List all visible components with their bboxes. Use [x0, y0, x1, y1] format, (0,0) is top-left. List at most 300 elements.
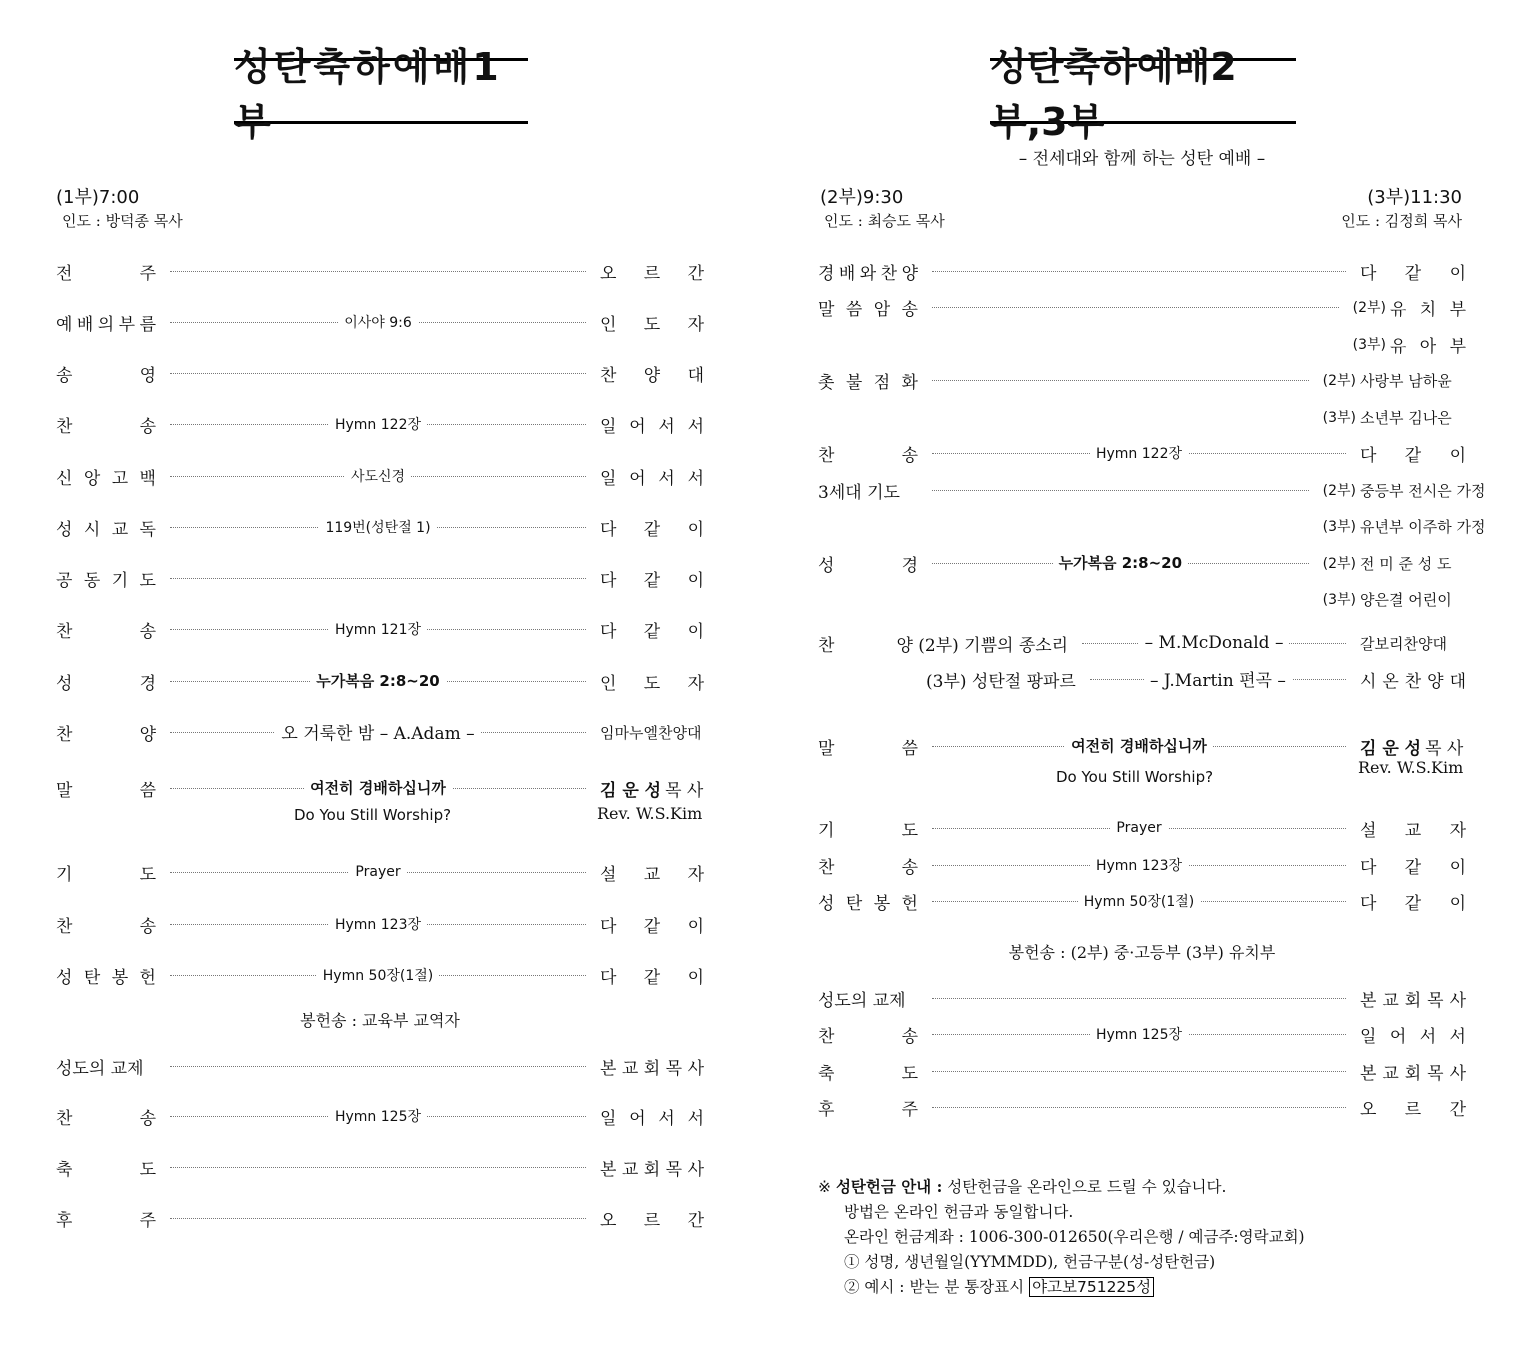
performer-char: 같 [643, 621, 661, 642]
performer-char: 온 [1382, 671, 1399, 692]
program-item-detail: 여전히 경배하십니까 [304, 777, 452, 798]
label-char: 촛 [818, 372, 835, 393]
program-item-performer [1360, 441, 1466, 466]
performer-char: 어 [629, 468, 646, 489]
program-item-detail: 이사야 9:6 [338, 312, 418, 332]
program-item-performer [600, 1155, 704, 1180]
performer-char: 본 [600, 1058, 617, 1079]
performer-char: 유 [1390, 336, 1407, 357]
leader-dots [170, 672, 586, 690]
performer-char: 서 [687, 1108, 704, 1129]
offering-song: 봉헌송 : 교육부 교역자 [300, 1011, 460, 1030]
label-char: 찬 [56, 916, 73, 937]
label-char: 송 [901, 857, 918, 878]
program-item-performer [600, 860, 704, 885]
performer-char: 다 [600, 570, 617, 591]
program-item-detail: – J.Martin 편곡 – [1144, 666, 1292, 691]
label-char: 앙 [83, 468, 101, 489]
label-char: 기 [818, 820, 835, 841]
notice-line-3: 온라인 헌금계좌 : 1006-300-012650(우리은행 / 예금주:영락교회) [844, 1228, 1305, 1246]
label-char: 부 [118, 314, 136, 335]
performer-char: 시 [1360, 671, 1377, 692]
performer-char: 찬 [600, 365, 617, 386]
performer-char: 본 [600, 1159, 617, 1180]
program-item-label [56, 617, 156, 642]
performer-char: 간 [687, 263, 704, 284]
performer-char: 이 [687, 967, 704, 988]
leader-dots [170, 724, 586, 744]
program-item-performer [1360, 816, 1466, 841]
performer-char: 목 [665, 1159, 683, 1180]
performer-char: 다 [1360, 857, 1377, 878]
program-item-detail: Hymn 125장 [329, 1106, 427, 1126]
program-item-performer [1360, 1095, 1466, 1120]
label-char: 신 [56, 468, 73, 489]
notice-line-5: ② 예시 : 받는 분 통장표시 [844, 1278, 1025, 1296]
program-item-label [818, 1059, 918, 1084]
program-item-performer [600, 412, 704, 437]
program-item-performer [600, 1206, 704, 1231]
program-item-performer [1360, 589, 1466, 610]
leader-dots [170, 468, 586, 485]
performer-text: 유년부 이주하 가정 [1360, 517, 1486, 536]
program-item-label [56, 776, 156, 801]
label-char: 성도의 교제 [818, 990, 906, 1011]
label-char: 송 [56, 365, 73, 386]
program-row [56, 309, 704, 335]
label-char: 양 [139, 724, 156, 745]
performer-char: 르 [1404, 1099, 1422, 1120]
program-row [818, 1021, 1466, 1047]
program-item-detail: Hymn 122장 [329, 414, 427, 434]
performer-char: 양 [1427, 671, 1444, 692]
label-char: (3부) 성탄절 팡파르 [926, 671, 1076, 692]
performer-char: 사 [1449, 990, 1466, 1011]
performer-char: 어 [629, 1108, 646, 1129]
leader-dots [932, 380, 1309, 381]
performer-char: 인 [600, 673, 617, 694]
performer-char: 자 [687, 864, 704, 885]
label-char: 봉 [111, 967, 129, 988]
leader-dots [170, 621, 586, 638]
performer-char: 같 [643, 570, 661, 591]
label-char: 찬 [818, 445, 835, 466]
performer-char: 본 [1360, 990, 1377, 1011]
program-item-detail: Hymn 122장 [1090, 443, 1188, 463]
program-item-performer [600, 361, 704, 386]
leader-dots [170, 373, 586, 374]
performer-char: 르 [643, 263, 661, 284]
performer-char: 다 [600, 967, 617, 988]
leader-dots [1082, 632, 1346, 653]
program-item-label [56, 259, 156, 284]
program-row [56, 911, 704, 937]
label-char: 송 [139, 621, 156, 642]
notice-line-1: 성탄헌금을 온라인으로 드릴 수 있습니다. [947, 1178, 1227, 1196]
program-item-detail: – M.McDonald – [1139, 633, 1290, 653]
program-item-label [818, 551, 918, 576]
service-3-time: (3부)11:30 [1367, 187, 1462, 208]
performer-char: 자 [687, 314, 704, 335]
program-item-label [56, 1206, 156, 1231]
program-item-performer [1360, 986, 1466, 1011]
label-char: 성 [818, 555, 835, 576]
performer-char: 부 [1449, 336, 1466, 357]
leader-dots [170, 1167, 586, 1168]
performer-char: 이 [687, 570, 704, 591]
label-char: 찬 [818, 857, 835, 878]
leader-dots [170, 779, 586, 797]
leader-dots [932, 857, 1346, 874]
label-char: 씀 [845, 299, 863, 320]
performer-char: 서 [687, 416, 704, 437]
performer-char: 다 [600, 916, 617, 937]
program-row [56, 1205, 704, 1231]
program-item-performer [600, 776, 704, 801]
program-item-performer [1360, 853, 1466, 878]
program-row [56, 668, 704, 694]
service-1-time: (1부)7:00 [56, 187, 140, 208]
performer-char: 다 [1360, 263, 1377, 284]
label-char: 백 [139, 468, 156, 489]
label-char: 씀 [139, 780, 156, 801]
service-part-tag: (2부) [1322, 373, 1356, 389]
performer-char: 이 [1449, 445, 1466, 466]
program-item-label [818, 478, 918, 503]
program-item-label [818, 1022, 918, 1047]
service-part-tag: (3부) [1322, 410, 1356, 426]
performer-char: 같 [643, 519, 661, 540]
performer-char: 서 [658, 1108, 675, 1129]
label-char: 말 [56, 780, 73, 801]
program-item-detail: Prayer [1110, 820, 1167, 836]
performer-char: 사 [687, 1159, 704, 1180]
leader-dots [170, 416, 586, 433]
program-item-detail: 여전히 경배하십니까 [1065, 735, 1213, 756]
label-char: 성 [56, 967, 73, 988]
program-item-performer [600, 617, 704, 642]
program-item-label [818, 889, 918, 914]
service-2-leader: 인도 : 최승도 목사 [824, 212, 945, 230]
program-item-performer [600, 1104, 704, 1129]
program-item-performer [1360, 407, 1466, 428]
leader-dots [1090, 671, 1346, 691]
label-char: 성 [818, 893, 835, 914]
program-item-detail: Hymn 50장(1절) [1078, 891, 1200, 911]
program-row [56, 616, 704, 642]
program-item-performer [1390, 295, 1466, 320]
label-char: 기 [111, 570, 129, 591]
label-char: 성 [56, 519, 73, 540]
program-item-detail: Hymn 123장 [329, 914, 427, 934]
performer-char: 목 [665, 1058, 683, 1079]
program-item-detail: 오 거룩한 밤 – A.Adam – [275, 719, 480, 744]
program-item-performer [1360, 480, 1486, 501]
service-part-tag: (2부) [1322, 483, 1356, 499]
leader-dots [932, 1071, 1346, 1072]
program-item-performer [1360, 633, 1466, 654]
program-row [56, 463, 704, 489]
program-item-detail: Hymn 121장 [329, 619, 427, 639]
label-char: 씀 [901, 738, 918, 759]
service-part-tag: (3부) [1352, 337, 1386, 353]
program-item-label [56, 963, 156, 988]
performer-char: 같 [1404, 445, 1422, 466]
program-item-detail: Prayer [349, 864, 406, 880]
program-item-performer [600, 912, 704, 937]
program-row [818, 586, 1466, 612]
performer-text: 양은결 어린이 [1360, 590, 1452, 609]
program-item-performer [600, 566, 704, 591]
performer-char: 어 [1389, 1026, 1407, 1047]
program-item-performer [600, 464, 704, 489]
performer-char: 이 [687, 621, 704, 642]
performer-text: 사랑부 남하윤 [1360, 371, 1452, 390]
program-row [56, 1154, 704, 1180]
leader-dots [932, 271, 1346, 272]
leader-dots [932, 819, 1346, 836]
label-char: 주 [901, 1099, 918, 1120]
program-row [818, 815, 1466, 841]
leader-dots [932, 1107, 1346, 1108]
performer-char: 찬 [1404, 671, 1422, 692]
performer-char: 서 [1419, 1026, 1437, 1047]
performer-char: 오 [600, 263, 617, 284]
program-item-detail: 119번(성탄절 1) [319, 517, 436, 537]
program-row [56, 411, 704, 437]
performer-char: 다 [1360, 445, 1377, 466]
performer-char: 아 [1419, 336, 1437, 357]
leader-dots [170, 578, 586, 579]
performer-char: 교 [621, 1159, 639, 1180]
label-char: 헌 [901, 893, 918, 914]
program-item-label [56, 566, 156, 591]
performer-char: 오 [1360, 1099, 1377, 1120]
performer-char: 사 [1449, 1063, 1466, 1084]
program-item-performer [1360, 1022, 1466, 1047]
program-item-label [818, 368, 918, 393]
notice-example-box: 야고보751225성 [1029, 1277, 1154, 1297]
label-char: 양 [901, 263, 918, 284]
program-item-label [926, 667, 1076, 692]
label-char: 도 [139, 1159, 156, 1180]
preacher-name-en: Rev. W.S.Kim [597, 804, 703, 823]
performer-char: 르 [643, 1210, 661, 1231]
performer-char: 간 [687, 1210, 704, 1231]
performer-char: 본 [1360, 1063, 1377, 1084]
program-item-performer [1360, 889, 1466, 914]
label-char: 도 [139, 864, 156, 885]
performer-char: 같 [643, 967, 661, 988]
program-row [818, 630, 1466, 656]
label-char: 와 [859, 263, 877, 284]
label-char: 말 [818, 738, 835, 759]
service-2-time: (2부)9:30 [820, 187, 904, 208]
program-row [818, 666, 1466, 692]
service-1-title: 성탄축하예배1부 [234, 58, 528, 124]
performer-char: 회 [1404, 990, 1422, 1011]
label-char: 기 [56, 864, 73, 885]
leader-dots [170, 271, 586, 272]
service-part-tag: (3부) [1322, 519, 1356, 535]
label-char: 탄 [845, 893, 863, 914]
leader-dots [932, 1026, 1346, 1043]
program-item-performer [600, 310, 704, 335]
label-char: 공 [56, 570, 73, 591]
service-part-tag: (2부) [1352, 300, 1386, 316]
program-item-label [818, 295, 918, 320]
program-item-detail: 사도신경 [345, 466, 411, 486]
program-item-detail: Hymn 123장 [1090, 855, 1188, 875]
program-item-label [56, 464, 156, 489]
performer-char: 일 [600, 1108, 617, 1129]
label-char: 송 [901, 299, 918, 320]
offering-notice [818, 1174, 1305, 1300]
program-item-performer [1360, 370, 1466, 391]
program-row [56, 719, 704, 745]
performer-char: 오 [600, 1210, 617, 1231]
performer-char: 교 [643, 864, 661, 885]
program-item-label [56, 412, 156, 437]
label-char: 송 [139, 416, 156, 437]
performer-char: 자 [1449, 820, 1466, 841]
performer-char: 일 [600, 468, 617, 489]
label-char: 주 [139, 1210, 156, 1231]
program-row [818, 258, 1466, 284]
preacher-name-en: Rev. W.S.Kim [1358, 758, 1464, 777]
performer-char: 회 [1404, 1063, 1422, 1084]
label-char: 후 [818, 1099, 835, 1120]
performer-char: 이 [687, 519, 704, 540]
label-char: 말 [818, 299, 835, 320]
program-row [818, 985, 1466, 1011]
leader-dots [932, 445, 1346, 462]
service-2-3-title: 성탄축하예배2부,3부 [990, 58, 1296, 124]
program-item-label [818, 1095, 918, 1120]
sermon-title-en: Do You Still Worship? [1056, 768, 1214, 786]
leader-dots [932, 490, 1309, 491]
program-item-performer [1360, 553, 1466, 574]
program-item-performer [600, 722, 704, 743]
notice-heading: 성탄헌금 안내 : [835, 1177, 943, 1196]
notice-line-4: ① 성명, 생년월일(YYMMDD), 헌금구분(성-성탄헌금) [844, 1253, 1216, 1271]
performer-char: 교 [1404, 820, 1422, 841]
label-char: 경 [139, 673, 156, 694]
label-char: 불 [845, 372, 863, 393]
program-item-detail: 누가복음 2:8~20 [1053, 552, 1189, 573]
leader-dots [170, 1108, 586, 1125]
performer-char: 회 [643, 1159, 661, 1180]
performer-char: 대 [687, 365, 704, 386]
service-part-tag: (3부) [1322, 592, 1356, 608]
program-row [56, 962, 704, 988]
label-char: 찬 [818, 1026, 835, 1047]
performer-char: 도 [643, 314, 661, 335]
service-3-leader: 인도 : 김정희 목사 [1341, 212, 1462, 230]
performer-char: 일 [1360, 1026, 1377, 1047]
program-item-label [56, 860, 156, 885]
leader-dots [932, 554, 1309, 572]
label-char: 후 [56, 1210, 73, 1231]
program-item-performer [1360, 667, 1466, 692]
label-char: 송 [901, 1026, 918, 1047]
program-item-label [818, 259, 918, 284]
performer-char: 다 [600, 621, 617, 642]
leader-dots [932, 307, 1339, 308]
program-item-performer [1390, 332, 1466, 357]
label-char: 도 [901, 1063, 918, 1084]
label-char: 점 [873, 372, 891, 393]
label-char: 암 [873, 299, 891, 320]
program-item-label [818, 816, 918, 841]
label-char: 찬 [56, 416, 73, 437]
preacher-name: 김 운 성 [600, 780, 662, 801]
program-item-label [818, 631, 1068, 656]
label-char: 송 [901, 445, 918, 466]
performer-char: 이 [687, 916, 704, 937]
performer-char: 간 [1449, 1099, 1466, 1120]
preacher-rank: 목 사 [1425, 738, 1464, 759]
label-char: 교 [111, 519, 129, 540]
performer-char: 도 [643, 673, 661, 694]
label-char: 성도의 교제 [56, 1058, 144, 1079]
performer-text: 전 미 준 성 도 [1360, 554, 1452, 573]
program-row [818, 852, 1466, 878]
program-item-label [818, 734, 918, 759]
program-item-label [818, 986, 918, 1011]
program-item-label [56, 912, 156, 937]
performer-char: 설 [600, 864, 617, 885]
performer-char: 서 [658, 416, 675, 437]
label-char: 봉 [873, 893, 891, 914]
performer-char: 목 [1427, 1063, 1444, 1084]
program-row [56, 1103, 704, 1129]
label-char: 고 [111, 468, 129, 489]
label-char: 주 [139, 263, 156, 284]
program-item-label [56, 720, 156, 745]
label-char: 축 [56, 1159, 73, 1180]
leader-dots [932, 737, 1346, 755]
sermon-title-en: Do You Still Worship? [294, 806, 452, 824]
program-row [818, 477, 1486, 503]
program-row [56, 514, 704, 540]
performer-char: 설 [1360, 820, 1377, 841]
program-item-label [818, 441, 918, 466]
program-row [56, 1053, 704, 1079]
program-row [56, 258, 704, 284]
leader-dots [170, 1066, 586, 1067]
program-row [818, 1094, 1466, 1120]
performer-char: 유 [1390, 299, 1407, 320]
program-item-label [56, 1104, 156, 1129]
label-char: 송 [139, 916, 156, 937]
program-row [56, 775, 704, 801]
label-char: 축 [818, 1063, 835, 1084]
label-char: 예 [56, 314, 73, 335]
label-char: 찬 [56, 621, 73, 642]
program-row [818, 331, 1466, 357]
performer-char: 회 [643, 1058, 661, 1079]
notice-mark: ※ [818, 1178, 831, 1196]
label-char: 찬 [56, 724, 73, 745]
label-char: 배 [838, 263, 856, 284]
performer-char: 서 [1449, 1026, 1466, 1047]
program-row [56, 859, 704, 885]
label-char: 3세대 기도 [818, 482, 900, 503]
program-item-performer [1360, 734, 1466, 759]
program-item-detail: Hymn 125장 [1090, 1024, 1188, 1044]
performer-char: 사 [687, 1058, 704, 1079]
